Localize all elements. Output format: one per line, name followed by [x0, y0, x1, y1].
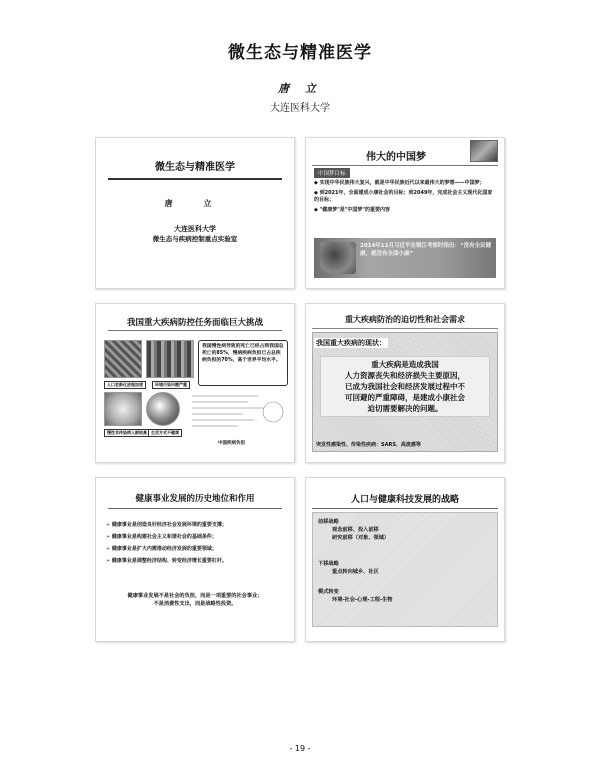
- strategy-model: [318, 588, 393, 604]
- callout-line: 已成为我国社会和经济发展过程中不: [345, 382, 465, 391]
- block-item: 环境-社会-心理-工程-生物: [332, 597, 393, 603]
- slide-6-title: 人口与健康科技发展的战略: [350, 495, 459, 505]
- source-label: 中国疾病负担: [218, 441, 245, 446]
- page-number: - 19 -: [289, 744, 311, 753]
- callout-line: 可回避的严重障碍，是建成小康社会: [345, 393, 465, 402]
- slide-5-quote: [106, 592, 284, 608]
- slide-2-tag: 中国梦目标: [314, 168, 350, 178]
- slide-2-title: 伟大的中国梦: [366, 152, 426, 163]
- bullet-item: ◆ 到2021年，全面建成小康社会的目标；到2049年，完成社会主义现代化国家的目标；: [314, 189, 493, 203]
- chart-dot: [263, 402, 283, 422]
- photo-aging: [104, 340, 142, 378]
- block-item: 重点转向城乡、社区: [332, 569, 379, 575]
- block-item: 研究前移（对象、领域）: [332, 535, 390, 541]
- slide-3-rule: [108, 330, 282, 331]
- strategy-forward: [318, 518, 389, 542]
- photo-chronic: [104, 392, 142, 426]
- block-head: 模式转变: [318, 589, 339, 595]
- slide-5-title: 健康事业发展的历史地位和作用: [135, 494, 255, 504]
- slide-4-title: 重大疾病防治的迫切性和社会需求: [345, 315, 465, 324]
- affiliation: 大连医科大学: [270, 103, 330, 114]
- slide-2-rule: [312, 165, 498, 166]
- slide-1-rule: [108, 178, 282, 180]
- bullet-item: ◆ 实现中华民族伟大复兴，就是中华民族近代以来最伟大的梦想——中国梦；: [314, 180, 485, 186]
- bullet-item: ➢ 健康事业是构建社会主义和谐社会的基础条件；: [106, 534, 217, 540]
- slide-5-bullets: [106, 522, 286, 570]
- slide-3-title: 我国重大疾病防控任务面临巨大挑战: [126, 318, 263, 328]
- corner-photo: [470, 140, 498, 162]
- slide-1-lab: 微生态与疾病控制重点实验室: [152, 235, 238, 243]
- slide-2: [305, 137, 505, 289]
- slide-3: [95, 303, 295, 463]
- slide-1-author: 唐 立: [164, 199, 226, 208]
- bullet-item: ◆ "健康梦"是"中国梦"的重要内容: [314, 206, 391, 213]
- block-item: 观念前移、投入前移: [332, 527, 379, 533]
- bullet-item: ➢ 健康事业是扩大内需推动经济发展的重要领域；: [106, 546, 217, 552]
- strategy-downward: [318, 560, 379, 576]
- slide-6-rule: [312, 508, 498, 509]
- slide-1: [95, 137, 295, 289]
- slide-1-org: 大连医科大学: [174, 225, 216, 233]
- caption: 环境污染问题严重: [152, 381, 190, 389]
- block-head: 下移战略: [318, 561, 339, 567]
- stat-box: 我国慢性病导致的死亡已经占到我国总死亡的85%，慢病疾病负担已占总疾病负担的70%，高于世界平均水平。: [198, 340, 288, 386]
- slide-4-footer: 突发性感染性、传染性疾病：SARS、高流感等: [316, 442, 421, 448]
- author: 唐 立: [278, 82, 322, 95]
- slide-5: [95, 477, 295, 642]
- banner-photo: [320, 242, 356, 274]
- bullet-item: ➢ 健康事业是调整经济结构、转变经济增长重要杠杆。: [106, 558, 227, 564]
- slide-2-bullets: [314, 180, 496, 216]
- caption: 生活方式不健康: [148, 429, 182, 437]
- quote-line: 不是消费性支出，而是战略性投资。: [153, 601, 237, 607]
- banner: [314, 238, 496, 278]
- block-head: 前移战略: [318, 519, 339, 525]
- photo-pollution: [146, 340, 194, 378]
- slide-4: [305, 303, 505, 463]
- slide-6: [305, 477, 505, 642]
- callout-line: 迫切需要解决的问题。: [367, 404, 443, 413]
- callout-line: 人力资源丧失和经济损失主要原因，: [345, 371, 465, 380]
- slide-4-rule: [312, 328, 498, 329]
- page-title: 微生态与精准医学: [228, 43, 372, 63]
- photo-lifestyle: [146, 392, 180, 426]
- slide-4-subhead: 我国重大疾病的现状：: [316, 339, 386, 347]
- callout-line: 重大疾病是造成我国: [371, 360, 439, 369]
- banner-text: 2014年12月习近平在镇江考察时指出：“没有全民健康，就没有全面小康”: [360, 243, 492, 257]
- callout: [320, 356, 490, 417]
- quote-line: 健康事业发展不是社会的负担，而是一项重要的社会事业；: [127, 593, 263, 599]
- slide-1-title: 微生态与精准医学: [155, 162, 235, 173]
- bullet-item: ➢ 健康事业是创造良好经济社会发展环境的重要支撑；: [106, 522, 227, 528]
- slide-5-rule: [108, 508, 282, 509]
- caption: 慢性非传染病人群较高: [104, 429, 150, 437]
- chart-lines: [192, 396, 264, 426]
- mini-chart: [188, 392, 288, 434]
- caption: 人口老龄化进程加速: [104, 381, 146, 389]
